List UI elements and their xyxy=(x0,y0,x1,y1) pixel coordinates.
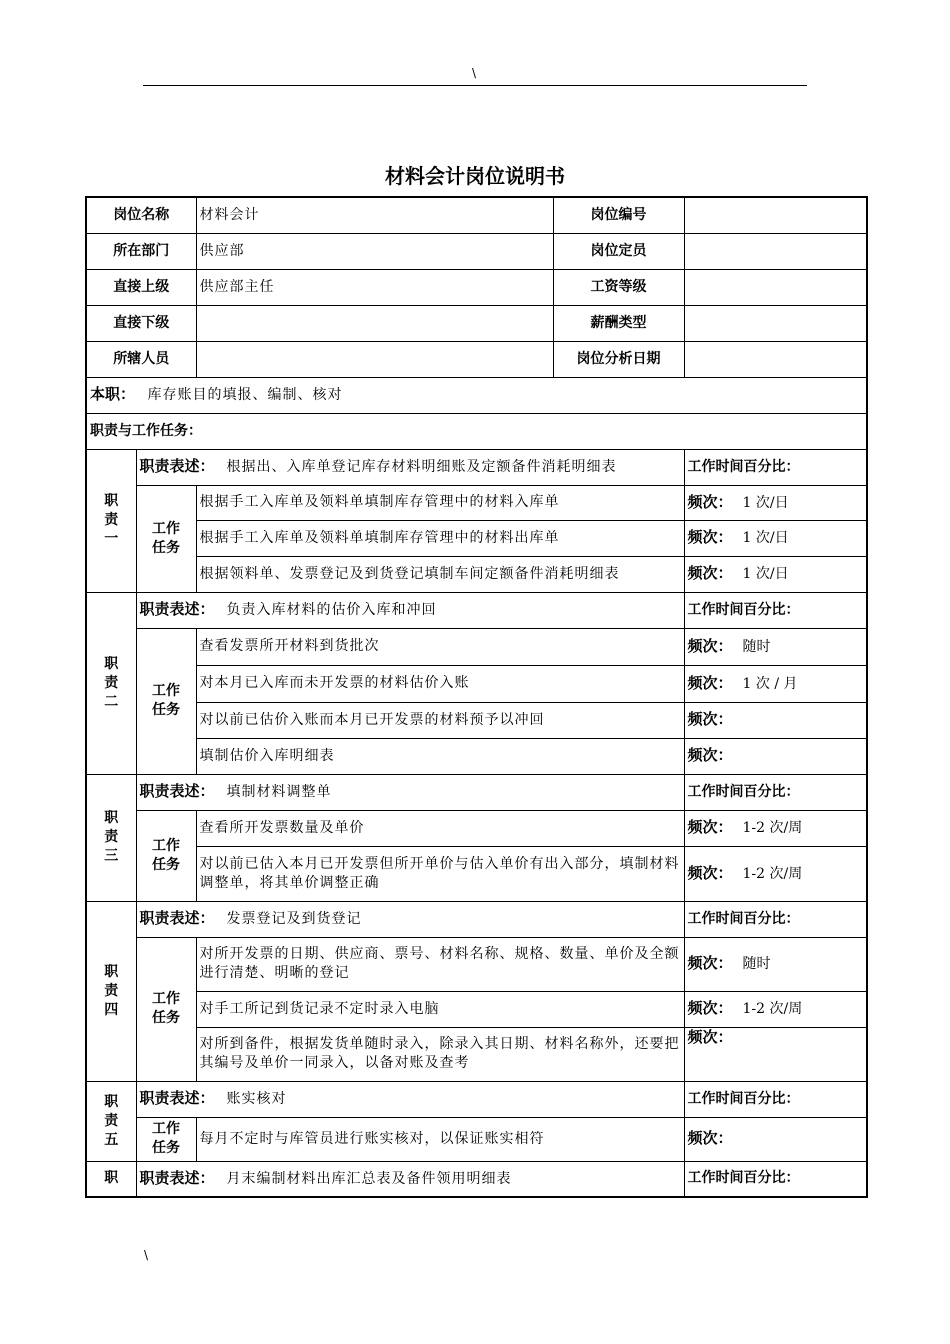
duty-name xyxy=(86,592,136,774)
task-row xyxy=(86,991,867,1027)
work-time-percent: 工作时间百分比： xyxy=(684,774,867,810)
staff-label: 所辖人员 xyxy=(86,341,196,377)
frequency-value: 1-2 次/周 xyxy=(742,865,803,882)
duty-desc-row xyxy=(86,901,867,937)
task-frequency xyxy=(684,738,867,774)
work-task-label xyxy=(136,810,196,901)
frequency-label: 频次： xyxy=(687,528,733,546)
work-task-label-line: 工作 xyxy=(152,991,180,1007)
post-name-value: 材料会计 xyxy=(196,197,553,233)
duty-description xyxy=(136,1081,684,1117)
duty-desc-row xyxy=(86,592,867,628)
duty-name xyxy=(86,901,136,1081)
duty-description xyxy=(136,449,684,485)
frequency-label: 频次： xyxy=(687,999,733,1017)
task-text: 对所到备件，根据发货单随时录入，除录入其日期、材料名称外，还要把其编号及单价一同录入，以备对账及查考 xyxy=(196,1027,684,1081)
footer-mark: \ xyxy=(144,1248,149,1262)
work-task-label-line: 任务 xyxy=(152,1140,180,1156)
work-task-label-line: 工作 xyxy=(152,683,180,699)
duty-description-text: 根据出、入库单登记库存材料明细账及定额备件消耗明细表 xyxy=(226,459,617,475)
frequency-label: 频次： xyxy=(687,492,733,511)
task-row xyxy=(86,628,867,665)
frequency-label: 频次： xyxy=(687,564,733,582)
frequency-label: 频次： xyxy=(687,954,733,972)
task-text: 查看发票所开材料到货批次 xyxy=(196,628,684,665)
frequency-value: 1 次/日 xyxy=(742,494,789,511)
task-text: 根据手工入库单及领料单填制库存管理中的材料出库单 xyxy=(196,520,684,556)
frequency-value: 随时 xyxy=(742,638,771,655)
frequency-value: 1 次/日 xyxy=(742,566,789,582)
task-row xyxy=(86,738,867,774)
duty-description-label: 职责表述： xyxy=(139,782,215,800)
duty-desc-row xyxy=(86,1081,867,1117)
quota-label: 岗位定员 xyxy=(553,233,684,269)
task-frequency xyxy=(684,991,867,1027)
duty-name-char: 二 xyxy=(104,693,119,710)
duty-desc-row xyxy=(86,449,867,485)
duty-name-char: 职 xyxy=(104,963,119,980)
duty-description-text: 发票登记及到货登记 xyxy=(226,911,362,927)
duty-name xyxy=(86,1081,136,1161)
duty-name xyxy=(86,774,136,901)
duty-description-label: 职责表述： xyxy=(139,1089,215,1107)
frequency-value: 随时 xyxy=(742,956,771,972)
frequency-value: 1-2 次/周 xyxy=(742,1001,803,1017)
task-text: 根据领料单、发票登记及到货登记填制车间定额备件消耗明细表 xyxy=(196,556,684,592)
core-duty-value: 库存账目的填报、编制、核对 xyxy=(147,387,343,403)
analysis-date-value xyxy=(684,341,867,377)
analysis-date-label: 岗位分析日期 xyxy=(553,341,684,377)
work-task-label-line: 任务 xyxy=(152,539,180,556)
work-task-label xyxy=(136,937,196,1081)
frequency-label: 频次： xyxy=(687,710,733,728)
superior-label: 直接上级 xyxy=(86,269,196,305)
task-frequency xyxy=(684,485,867,520)
work-task-label-line: 工作 xyxy=(152,520,180,537)
task-row xyxy=(86,846,867,901)
dept-label: 所在部门 xyxy=(86,233,196,269)
job-description-table xyxy=(85,196,868,1198)
duty-description-label: 职责表述： xyxy=(139,600,215,618)
task-text: 对手工所记到货记录不定时录入电脑 xyxy=(196,991,684,1027)
duty-description-text: 填制材料调整单 xyxy=(226,784,332,800)
frequency-value: 1 次 / 月 xyxy=(742,675,798,692)
duty-desc-row xyxy=(86,774,867,810)
work-task-label-line: 工作 xyxy=(152,1121,180,1137)
task-row xyxy=(86,810,867,846)
superior-value: 供应部主任 xyxy=(196,269,553,305)
duty-description xyxy=(136,1161,684,1197)
duty-name-char: 职 xyxy=(104,810,119,826)
work-task-label-line: 任务 xyxy=(152,702,180,718)
duty-name-char: 职 xyxy=(104,1093,119,1110)
duty-name-char: 一 xyxy=(104,531,119,547)
work-time-percent: 工作时间百分比： xyxy=(684,1161,867,1197)
duty-desc-row xyxy=(86,1161,867,1197)
dept-value: 供应部 xyxy=(196,233,553,269)
post-code-value xyxy=(684,197,867,233)
duty-name-char: 三 xyxy=(104,848,119,864)
work-task-label xyxy=(136,628,196,774)
header-mark: \ xyxy=(472,66,477,80)
duty-description xyxy=(136,592,684,628)
task-frequency xyxy=(684,810,867,846)
task-row xyxy=(86,1027,867,1081)
duty-description-label: 职责表述： xyxy=(139,457,215,475)
task-text: 对本月已入库而未开发票的材料估价入账 xyxy=(196,665,684,702)
task-text: 查看所开发票数量及单价 xyxy=(196,810,684,846)
task-row xyxy=(86,665,867,702)
work-time-percent: 工作时间百分比： xyxy=(684,592,867,628)
duty-description-label: 职责表述： xyxy=(139,1168,215,1187)
duty-description xyxy=(136,774,684,810)
duty-name-char: 责 xyxy=(104,674,119,691)
task-frequency xyxy=(684,1117,867,1161)
wage-label: 工资等级 xyxy=(553,269,684,305)
duty-description-text: 负责入库材料的估价入库和冲回 xyxy=(226,602,437,618)
work-task-label-line: 工作 xyxy=(152,837,180,854)
subordinate-value xyxy=(196,305,553,341)
work-task-label xyxy=(136,1117,196,1161)
work-time-percent: 工作时间百分比： xyxy=(684,901,867,937)
work-time-percent: 工作时间百分比： xyxy=(684,1081,867,1117)
staff-value xyxy=(196,341,553,377)
duty-description-text: 月末编制材料出库汇总表及备件领用明细表 xyxy=(226,1170,512,1187)
task-frequency xyxy=(684,628,867,665)
core-duty-label: 本职： xyxy=(90,385,136,403)
frequency-value: 1 次/日 xyxy=(742,530,789,546)
task-text: 根据手工入库单及领料单填制库存管理中的材料入库单 xyxy=(196,485,684,520)
frequency-label: 频次： xyxy=(687,1129,733,1147)
duty-name-char: 责 xyxy=(104,829,119,845)
frequency-label: 频次： xyxy=(687,746,733,764)
work-task-label-line: 任务 xyxy=(152,856,180,873)
task-frequency xyxy=(684,846,867,901)
frequency-label: 频次： xyxy=(687,1027,733,1046)
salary-type-value xyxy=(684,305,867,341)
header-rule xyxy=(143,85,807,86)
task-frequency xyxy=(684,702,867,738)
duty-name xyxy=(86,449,136,592)
task-frequency xyxy=(684,937,867,991)
duties-header: 职责与工作任务： xyxy=(86,413,867,449)
task-frequency xyxy=(684,556,867,592)
core-duty-row xyxy=(86,377,867,413)
post-name-label: 岗位名称 xyxy=(86,197,196,233)
subordinate-label: 直接下级 xyxy=(86,305,196,341)
work-time-percent: 工作时间百分比： xyxy=(684,449,867,485)
task-text: 对以前已估价入账而本月已开发票的材料预予以冲回 xyxy=(196,702,684,738)
duty-description xyxy=(136,901,684,937)
task-text: 每月不定时与库管员进行账实核对，以保证账实相符 xyxy=(196,1117,684,1161)
duty-name xyxy=(86,1161,136,1197)
task-frequency xyxy=(684,520,867,556)
task-text: 填制估价入库明细表 xyxy=(196,738,684,774)
duty-name-char: 职 xyxy=(104,1170,119,1187)
post-code-label: 岗位编号 xyxy=(553,197,684,233)
duty-description-text: 账实核对 xyxy=(226,1091,287,1107)
work-task-label xyxy=(136,485,196,592)
work-task-label-line: 任务 xyxy=(152,1010,180,1026)
frequency-label: 频次： xyxy=(687,863,733,882)
salary-type-label: 薪酬类型 xyxy=(553,305,684,341)
wage-value xyxy=(684,269,867,305)
duty-description-label: 职责表述： xyxy=(139,909,215,927)
duty-name-char: 责 xyxy=(104,1112,119,1129)
task-frequency xyxy=(684,1027,867,1081)
task-frequency xyxy=(684,665,867,702)
task-row xyxy=(86,702,867,738)
task-text: 对所开发票的日期、供应商、票号、材料名称、规格、数量、单价及全额进行清楚、明晰的登记 xyxy=(196,937,684,991)
quota-value xyxy=(684,233,867,269)
duty-name-char: 职 xyxy=(104,655,119,672)
duty-name-char: 责 xyxy=(104,512,119,528)
duty-name-char: 职 xyxy=(104,493,119,509)
duty-name-char: 责 xyxy=(104,982,119,999)
task-row xyxy=(86,937,867,991)
task-text: 对以前已估入本月已开发票但所开单价与估入单价有出入部分，填制材料调整单，将其单价调整正确 xyxy=(196,846,684,901)
task-row xyxy=(86,1117,867,1161)
task-row xyxy=(86,520,867,556)
page-title: 材料会计岗位说明书 xyxy=(385,164,565,188)
duty-name-char: 四 xyxy=(104,1001,119,1018)
frequency-label: 频次： xyxy=(687,818,733,836)
duty-name-char: 五 xyxy=(104,1131,119,1148)
frequency-label: 频次： xyxy=(687,673,733,692)
task-row xyxy=(86,556,867,592)
frequency-value: 1-2 次/周 xyxy=(742,820,803,836)
task-row xyxy=(86,485,867,520)
frequency-label: 频次： xyxy=(687,636,733,655)
